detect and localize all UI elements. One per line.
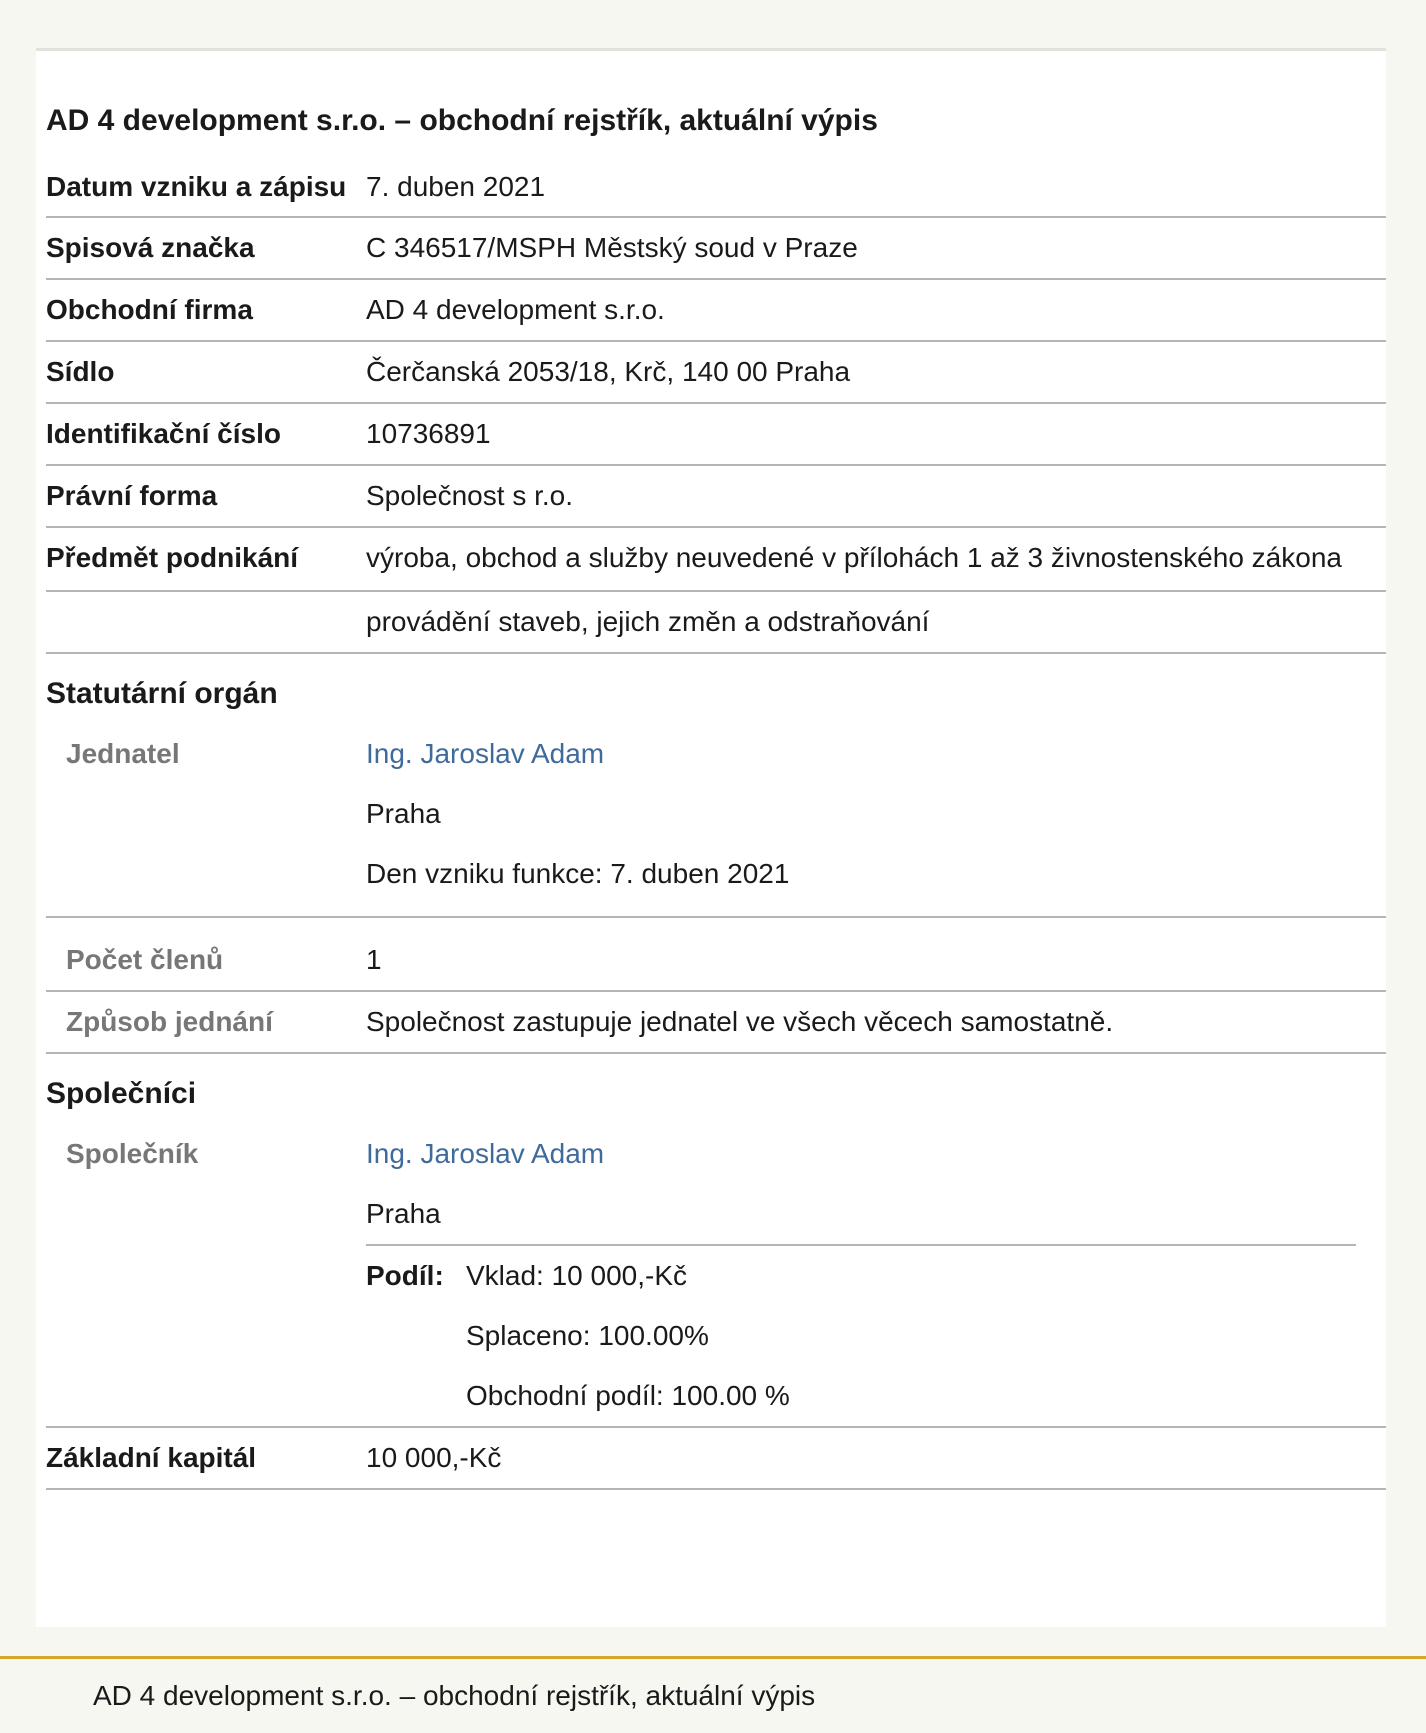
row-spolecnik [46,1124,1386,1428]
row-label: Právní forma [46,480,218,511]
row-value: 10 000,-Kč [366,1442,502,1473]
page-title: AD 4 development s.r.o. – obchodní rejstřík, aktuální výpis [46,104,878,137]
section-spolecnici: Společníci [46,1077,197,1110]
row-identifikacni-cislo [46,404,1386,466]
podil-values [466,1246,790,1426]
row-zakladni-kapital [46,1428,1386,1490]
row-pocet-clenu [46,918,1386,992]
row-label: Sídlo [46,356,115,387]
row-datum-vzniku [46,156,1386,218]
row-value: Společnost s r.o. [366,480,574,511]
row-label: Společník [66,1138,199,1169]
section-statutarni-organ: Statutární orgán [46,677,278,710]
row-label: Datum vzniku a zápisu [46,171,347,202]
row-label: Základní kapitál [46,1442,257,1473]
row-value: 10736891 [366,418,491,449]
row-label [46,592,366,652]
row-obchodni-firma [46,280,1386,342]
podil-obchodni-podil: Obchodní podíl: 100.00 % [466,1380,790,1411]
spolecnik-city: Praha [366,1198,441,1229]
row-value: Společnost zastupuje jednatel ve všech věcech samostatně. [366,1006,1114,1037]
register-table [46,156,1386,1490]
row-sidlo [46,342,1386,404]
row-jednatel [46,724,1386,918]
row-value [366,724,1386,904]
jednatel-name-link[interactable]: Ing. Jaroslav Adam [366,738,605,769]
footer [0,1656,1426,1733]
spolecnik-name-link[interactable]: Ing. Jaroslav Adam [366,1138,605,1169]
row-label: Předmět podnikání [46,542,299,573]
footer-text: AD 4 development s.r.o. – obchodní rejstřík, aktuální výpis [93,1680,816,1711]
row-predmet-podnikani [46,528,1386,592]
row-spisova-znacka [46,218,1386,280]
jednatel-city: Praha [366,798,441,829]
row-label: Identifikační číslo [46,418,281,449]
row-value: AD 4 development s.r.o. [366,294,665,325]
row-value: provádění staveb, jejich změn a odstraňování [366,606,930,637]
row-value: výroba, obchod a služby neuvedené v přílohách 1 až 3 živnostenského zákona [366,542,1342,573]
row-label: Spisová značka [46,232,255,263]
row-pravni-forma [46,466,1386,528]
row-value: 1 [366,944,382,975]
row-label: Obchodní firma [46,294,253,325]
podil-label: Podíl: [366,1260,444,1291]
row-value: C 346517/MSPH Městský soud v Praze [366,232,858,263]
podil-vklad: Vklad: 10 000,-Kč [466,1260,688,1291]
podil-block [366,1244,1356,1426]
row-zpusob-jednani [46,992,1386,1054]
jednatel-since: Den vzniku funkce: 7. duben 2021 [366,858,790,889]
row-label: Způsob jednání [66,1006,273,1037]
row-value [366,1124,1386,1426]
podil-splaceno: Splaceno: 100.00% [466,1320,709,1351]
row-predmet-podnikani-2 [46,592,1386,654]
row-value: Čerčanská 2053/18, Krč, 140 00 Praha [366,356,851,387]
extract-card [36,48,1386,1627]
row-label: Jednatel [66,738,180,769]
row-value: 7. duben 2021 [366,171,546,202]
row-label: Počet členů [66,944,224,975]
